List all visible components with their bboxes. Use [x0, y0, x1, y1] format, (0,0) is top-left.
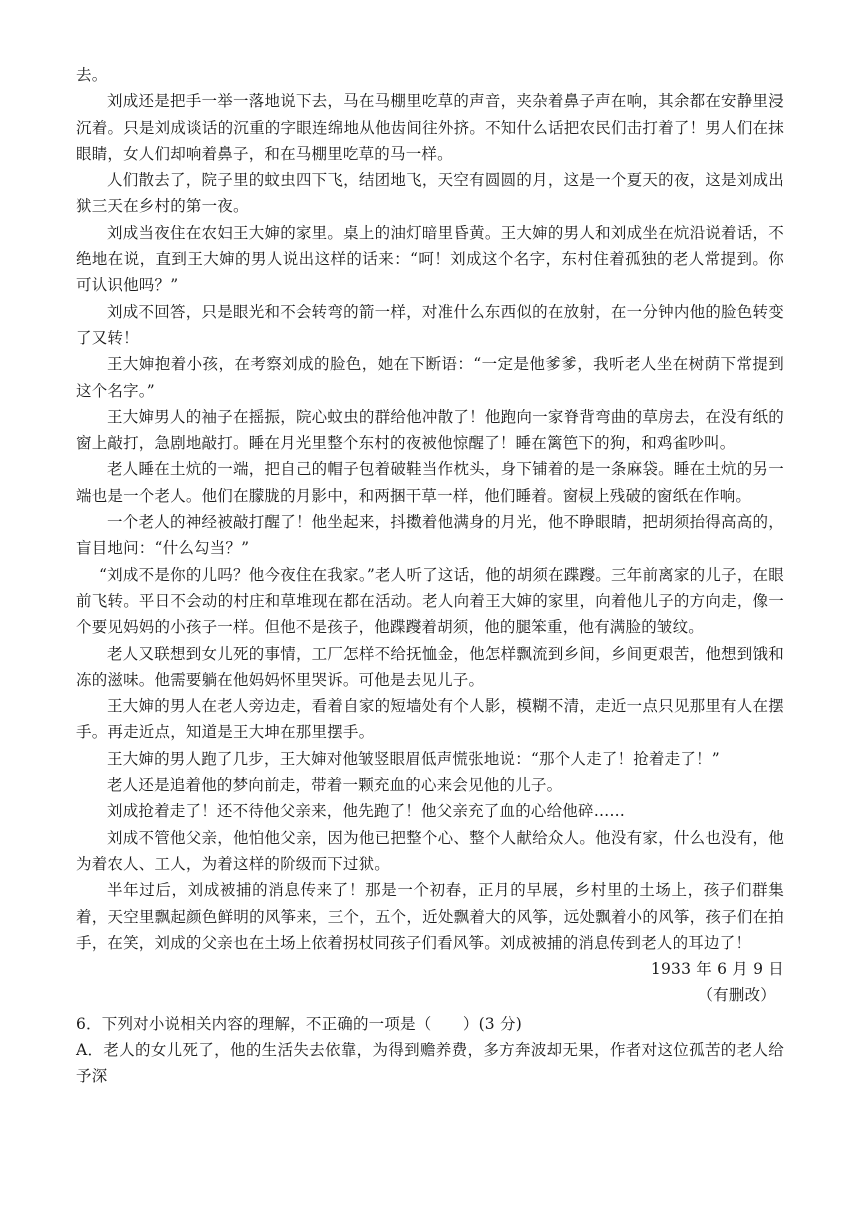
paragraph: 老人还是追着他的梦向前走，带着一颗充血的心来会见他的儿子。 [107, 776, 563, 795]
paragraph: 刘成不回答，只是眼光和不会转弯的箭一样，对准什么东西似的在放射，在一分钟内他的脸色转变了又转！ [76, 302, 784, 347]
paragraph: 老人又联想到女儿死的事情，工厂怎样不给抚恤金，他怎样飘流到乡间，乡间更艰苦，他想到饿和冻的滋味。他需要躺在他妈妈怀里哭诉。可他是去见儿子。 [76, 644, 784, 689]
paragraph: 王大婶的男人在老人旁边走，看着自家的短墙处有个人影，模糊不清，走近一点只见那里有人在摆手。再走近点，知道是王大坤在那里摆手。 [76, 697, 784, 742]
edit-note: （有删改） [697, 986, 776, 1005]
paragraph: 王大婶的男人跑了几步，王大婶对他皱竖眼眉低声慌张地说：“那个人走了！抢着走了！” [107, 749, 720, 768]
paragraph: 一个老人的神经被敲打醒了！他坐起来，抖擞着他满身的月光，他不睁眼睛，把胡须抬得高高的，盲目地问：“什么勾当？” [76, 513, 784, 558]
paragraph: 老人睡在土炕的一端，把自己的帽子包着破鞋当作枕头，身下铺着的是一条麻袋。睡在土炕的另一端也是一个老人。他们在朦胧的月影中，和两捆干草一样，他们睡着。窗棂上残破的窗纸在作响。 [76, 460, 784, 505]
paragraph: 王大婶男人的袖子在摇振，院心蚊虫的群给他冲散了！他跑向一家脊背弯曲的草房去，在没有纸的窗上敲打，急剧地敲打。睡在月光里整个东村的夜被他惊醒了！睡在篱笆下的狗，和鸡雀吵叫。 [76, 407, 784, 453]
paragraph: “刘成不是你的儿吗？他今夜住在我家。”老人听了这话，他的胡须在蹀躞。三年前离家的儿子，在眼前飞转。平日不会动的村庄和草堆现在都在活动。老人向着王大婶的家里，向着他儿子的方向走，像一个要见妈妈的小孩子一样。但他不是孩子，他蹀躞着胡须，他的腿笨重，他有满脸的皱纹。 [76, 565, 784, 637]
paragraph: 刘成当夜住在农妇王大婶的家里。桌上的油灯暗里昏黄。王大婶的男人和刘成坐在炕沿说着话，不绝地在说，直到王大婶的男人说出这样的话来：“呵！刘成这个名字，东村住着孤独的老人常提到。你可认识他吗？” [76, 223, 784, 295]
story-text [76, 62, 784, 1090]
paragraph: 刘成不管他父亲，他怕他父亲，因为他已把整个心、整个人献给众人。他没有家，什么也没有，他为着农人、工人，为着这样的阶级而下过狱。 [76, 828, 784, 873]
option-a: A．老人的女儿死了，他的生活失去依靠，为得到赡养费，多方奔波却无果，作者对这位孤苦的老人给予深 [76, 1040, 784, 1086]
paragraph: 刘成还是把手一举一落地说下去，马在马棚里吃草的声音，夹杂着鼻子声在响，其余都在安静里浸沉着。只是刘成谈话的沉重的字眼连绵地从他齿间往外挤。不知什么话把农民们击打着了！男人们在抹眼睛，女人们却响着鼻子，和在马棚里吃草的马一样。 [76, 92, 784, 163]
paragraph: 刘成抢着走了！还不待他父亲来，他先跑了！他父亲充了血的心给他碎…… [107, 802, 626, 821]
paragraph: 半年过后，刘成被捕的消息传来了！那是一个初春，正月的早展，乡村里的土场上，孩子们群集着，天空里飘起颜色鲜明的风筝来，三个，五个，近处飘着大的风筝，远处飘着小的风筝，孩子们在拍手，在笑，刘成的父亲也在土场上依着拐杖同孩子们看风筝。刘成被捕的消息传到老人的耳边了！ [76, 881, 784, 952]
paragraph: 王大婶抱着小孩，在考察刘成的脸色，她在下断语：“一定是他爹爹，我听老人坐在树荫下常提到这个名字。” [76, 355, 784, 400]
paragraph: 去。 [76, 66, 108, 84]
question-6: 6．下列对小说相关内容的理解，不正确的一项是（ ）(3 分) [76, 1014, 522, 1033]
date-line: 1933 年 6 月 9 日 [650, 960, 784, 979]
paragraph: 人们散去了，院子里的蚊虫四下飞，结团地飞，天空有圆圆的月，这是一个夏天的夜，这是刘成出狱三天在乡村的第一夜。 [76, 171, 784, 216]
